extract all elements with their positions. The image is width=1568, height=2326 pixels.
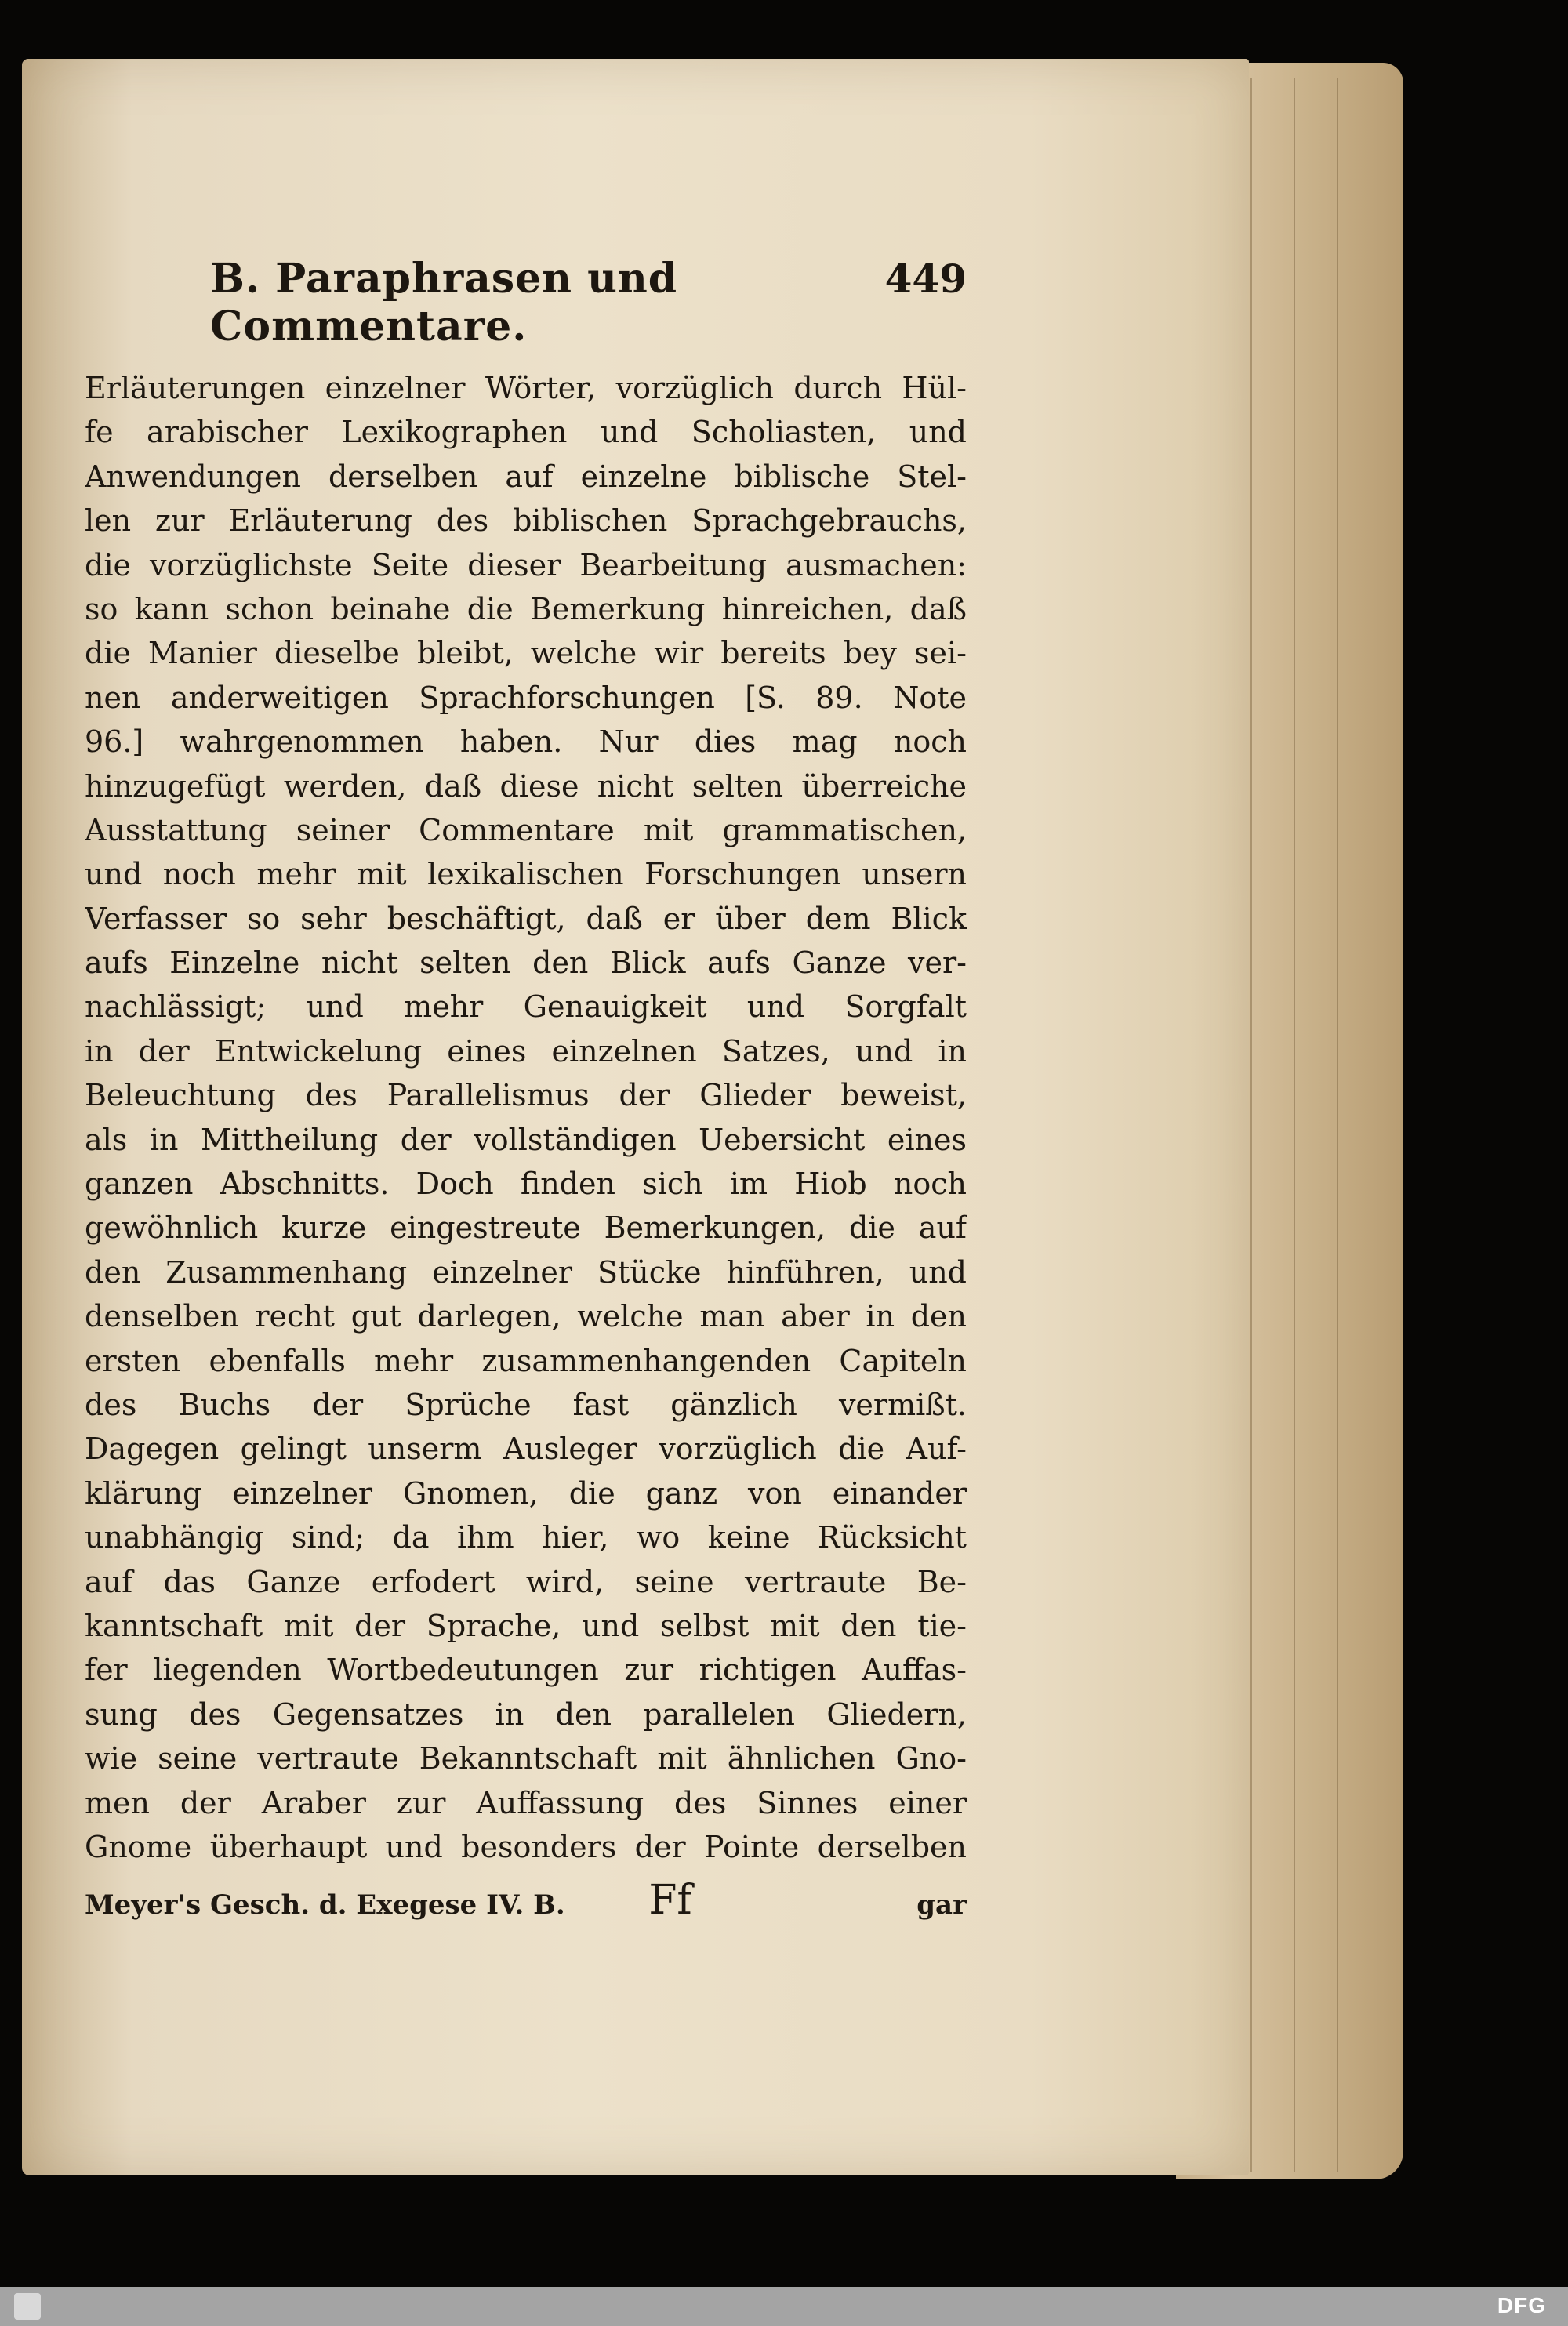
running-head-title: B. Paraphrasen und Commentare. [210, 255, 678, 350]
viewer-bottom-bar [0, 2287, 1568, 2326]
text-line: Dagegen gelingt unserm Ausleger vorzüglich die Auf- [85, 1432, 967, 1467]
text-line: und noch mehr mit lexikalischen Forschungen unsern [85, 857, 967, 892]
text-line: Ausstattung seiner Commentare mit grammatischen, [85, 812, 967, 847]
text-line: sung des Gegensatzes in den parallelen Gliedern, [85, 1696, 967, 1732]
text-line: ganzen Abschnitts. Doch finden sich im Hiob noch [85, 1167, 967, 1202]
text-line: hinzugefügt werden, daß diese nicht selten überreiche [85, 768, 967, 804]
text-line: Anwendungen derselben auf einzelne biblische Stel- [85, 459, 967, 494]
text-line: nachlässigt; und mehr Genauigkeit und Sorgfalt [85, 989, 967, 1025]
text-line: len zur Erläuterung des biblischen Sprachgebrauchs, [85, 503, 967, 539]
text-line: fe arabischer Lexikographen und Scholiasten, und [85, 415, 967, 450]
text-line: Beleuchtung des Parallelismus der Glieder beweist, [85, 1078, 967, 1113]
text-line: den Zusammenhang einzelner Stücke hinführen, und [85, 1254, 967, 1290]
text-line: 96.] wahrgenommen haben. Nur dies mag noch [85, 724, 967, 760]
text-line: Erläuterungen einzelner Wörter, vorzüglich durch Hül- [85, 371, 967, 405]
text-line: Gnome überhaupt und besonders der Pointe derselben [85, 1829, 967, 1864]
text-line: ersten ebenfalls mehr zusammenhangenden Capiteln [85, 1343, 967, 1378]
text-line: nen anderweitigen Sprachforschungen [S. 89. Note [85, 680, 967, 715]
footer-book-reference: Meyer's Gesch. d. Exegese IV. B. [85, 1889, 565, 1921]
footer-catchword: gar [916, 1889, 967, 1921]
text-line: gewöhnlich kurze eingestreute Bemerkungen, die auf [85, 1210, 967, 1246]
running-head [85, 255, 967, 361]
book-page [22, 59, 1249, 2175]
text-line: so kann schon beinahe die Bemerkung hinreichen, daß [85, 591, 967, 626]
page-number: 449 [884, 256, 967, 302]
text-line: Verfasser so sehr beschäftigt, daß er über dem Blick [85, 901, 967, 936]
body-text [85, 366, 967, 1869]
page-footer [85, 1877, 967, 1924]
text-line: die vorzüglichste Seite dieser Bearbeitung ausmachen: [85, 547, 967, 582]
text-line: denselben recht gut darlegen, welche man aber in den [85, 1299, 967, 1334]
dfg-label: DFG [1497, 2293, 1546, 2317]
library-logo-icon [14, 2293, 41, 2320]
text-line: des Buchs der Sprüche fast gänzlich vermißt. [85, 1387, 967, 1422]
footer-signature-mark: Ff [648, 1877, 692, 1925]
text-line: unabhängig sind; da ihm hier, wo keine Rücksicht [85, 1520, 967, 1555]
text-line: klärung einzelner Gnomen, die ganz von einander [85, 1475, 967, 1511]
text-line: men der Araber zur Auffassung des Sinnes einer [85, 1785, 967, 1820]
text-line: wie seine vertraute Bekanntschaft mit ähnlichen Gno- [85, 1741, 967, 1776]
text-line: als in Mittheilung der vollständigen Uebersicht eines [85, 1122, 967, 1157]
text-line: die Manier dieselbe bleibt, welche wir bereits bey sei- [85, 636, 967, 671]
text-line: kanntschaft mit der Sprache, und selbst mit den tie- [85, 1608, 967, 1643]
page-content [85, 255, 967, 1924]
text-line: fer liegenden Wortbedeutungen zur richtigen Auffas- [85, 1653, 967, 1688]
text-line: in der Entwickelung eines einzelnen Satzes, und in [85, 1033, 967, 1069]
text-line: auf das Ganze erfodert wird, seine vertraute Be- [85, 1564, 967, 1599]
text-line: aufs Einzelne nicht selten den Blick aufs Ganze ver- [85, 945, 967, 981]
